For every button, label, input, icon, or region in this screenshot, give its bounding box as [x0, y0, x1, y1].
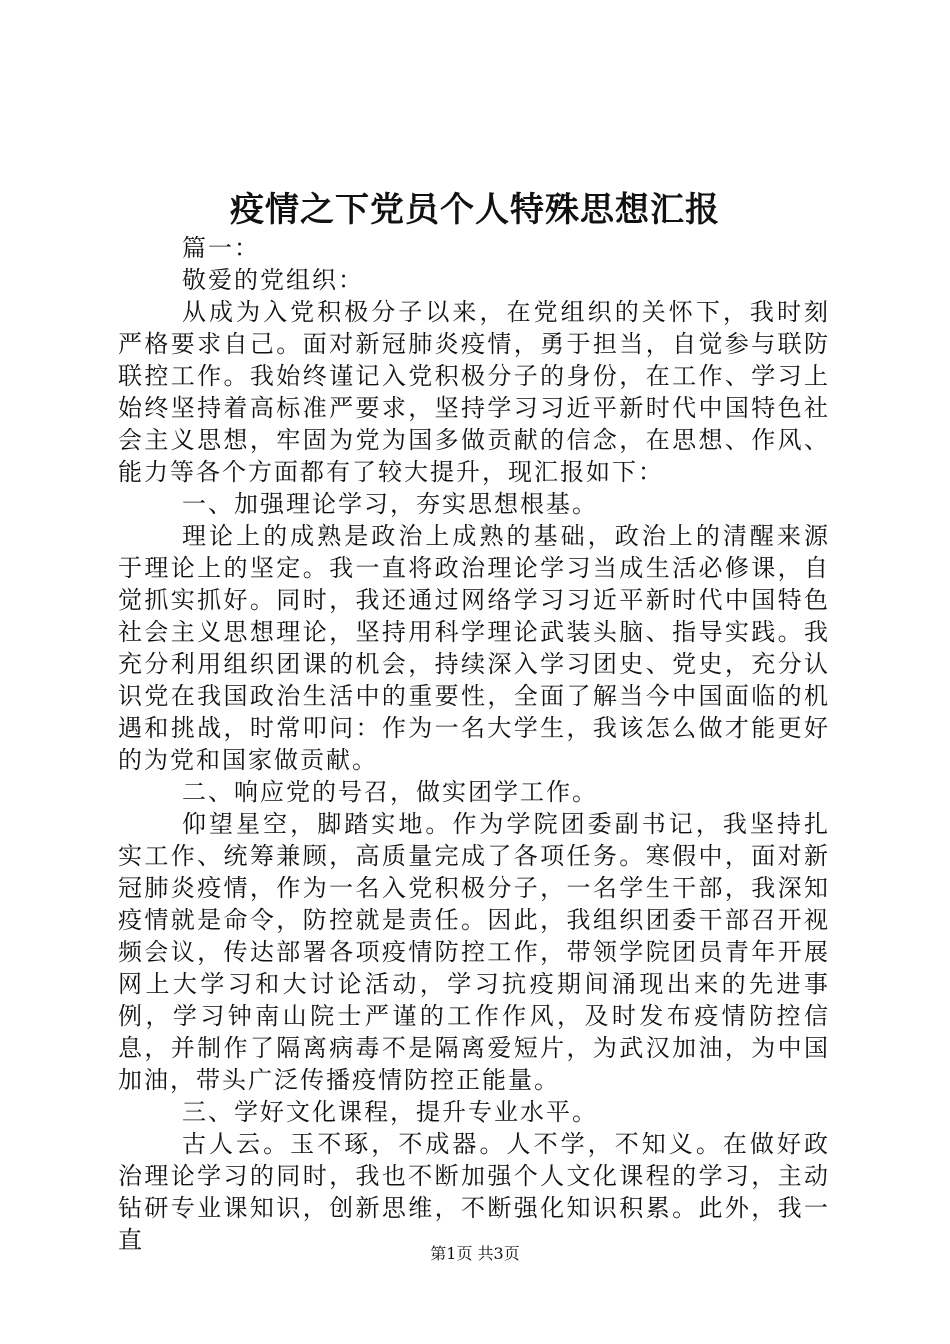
paragraph-section-label: 篇一： — [182, 234, 260, 262]
paragraph-heading-3: 三、学好文化课程，提升专业水平。 — [182, 1098, 598, 1126]
paragraph-body-3: 古人云。玉不琢，不成器。人不学，不知义。在做好政治理论学习的同时，我也不断加强个人文化课程的学习，主动钻研专业课知识，创新思维，不断强化知识积累。此外，我一直 — [118, 1130, 830, 1254]
page-footer: 第1页 共3页 — [430, 1244, 520, 1263]
paragraph-heading-1: 一、加强理论学习，夯实思想根基。 — [182, 490, 598, 518]
document-title: 疫情之下党员个人特殊思想汇报 — [230, 190, 720, 230]
paragraph-body-2: 仰望星空，脚踏实地。作为学院团委副书记，我坚持扎实工作、统筹兼顾，高质量完成了各项任务。寒假中，面对新冠肺炎疫情，作为一名入党积极分子，一名学生干部，我深知疫情就是命令，防控就是责任。因此，我组织团委干部召开视频会议，传达部署各项疫情防控工作，带领学院团员青年开展网上大学习和大讨论活动，学习抗疫期间涌现出来的先进事例，学习钟南山院士严谨的工作作风，及时发布疫情防控信息，并制作了隔离病毒不是隔离爱短片，为武汉加油，为中国加油，带头广泛传播疫情防控正能量。 — [118, 810, 830, 1094]
paragraph-intro: 从成为入党积极分子以来，在党组织的关怀下，我时刻严格要求自己。面对新冠肺炎疫情，勇于担当，自觉参与联防联控工作。我始终谨记入党积极分子的身份，在工作、学习上始终坚持着高标准严要求，坚持学习习近平新时代中国特色社会主义思想，牢固为党为国多做贡献的信念，在思想、作风、能力等各个方面都有了较大提升，现汇报如下： — [118, 298, 830, 486]
paragraph-salutation: 敬爱的党组织： — [182, 266, 364, 294]
paragraph-body-1: 理论上的成熟是政治上成熟的基础，政治上的清醒来源于理论上的坚定。我一直将政治理论学习当成生活必修课，自觉抓实抓好。同时，我还通过网络学习习近平新时代中国特色社会主义思想理论，坚持用科学理论武装头脑、指导实践。我充分利用组织团课的机会，持续深入学习团史、党史，充分认识党在我国政治生活中的重要性，全面了解当今中国面临的机遇和挑战，时常叩问：作为一名大学生，我该怎么做才能更好的为党和国家做贡献。 — [118, 522, 830, 774]
document-body — [118, 232, 830, 1256]
paragraph-heading-2: 二、响应党的号召，做实团学工作。 — [182, 778, 598, 806]
